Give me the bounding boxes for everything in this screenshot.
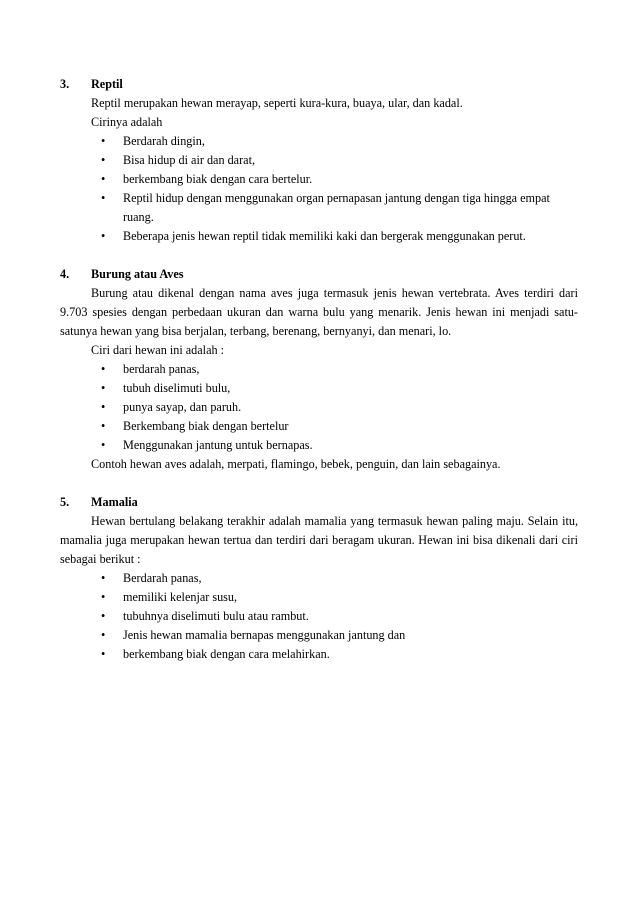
section-paragraph: Hewan bertulang belakang terakhir adalah mamalia yang termasuk hewan paling maju. Selain itu, mamalia juga merupakan hewan tertua dan terdiri dari beragam ukuran. Hewan ini bisa dikenali dari ciri sebagai berikut : (60, 514, 578, 566)
bullet-icon: • (101, 628, 106, 642)
bullet-icon: • (101, 229, 106, 243)
bullet-icon: • (101, 153, 106, 167)
list-item-text: berkembang biak dengan cara melahirkan. (123, 647, 330, 661)
section-reptil (60, 75, 578, 246)
list-item (60, 398, 578, 417)
bullet-icon: • (101, 438, 106, 452)
bullet-icon: • (101, 362, 106, 376)
list-item (60, 360, 578, 379)
bullet-list (60, 132, 578, 246)
list-item-text: Bisa hidup di air dan darat, (123, 153, 255, 167)
bullet-icon: • (101, 571, 106, 585)
bullet-icon: • (101, 647, 106, 661)
bullet-icon: • (101, 609, 106, 623)
list-item (60, 569, 578, 588)
bullet-list (60, 569, 578, 664)
list-item-text: tubuhnya diselimuti bulu atau rambut. (123, 609, 309, 623)
bullet-icon: • (101, 400, 106, 414)
bullet-icon: • (101, 172, 106, 186)
section-number: 4. (60, 267, 70, 281)
section-number: 3. (60, 77, 70, 91)
section-heading (60, 75, 578, 94)
bullet-icon: • (101, 191, 106, 205)
section-paragraph: Burung atau dikenal dengan nama aves juga termasuk jenis hewan vertebrata. Aves terdiri dari 9.703 spesies dengan perbedaan ukuran dan warna bulu yang menarik. Jenis hewan ini menjadi satu-satunya hewan yang bisa berjalan, terbang, berenang, bernyanyi, dan menari, lo. (60, 286, 578, 338)
list-item (60, 626, 578, 645)
section-title: Reptil (91, 77, 123, 91)
document-page (60, 75, 578, 683)
list-item-text: punya sayap, dan paruh. (123, 400, 242, 414)
bullet-icon: • (101, 134, 106, 148)
section-heading (60, 265, 578, 284)
list-item-text: Beberapa jenis hewan reptil tidak memiliki kaki dan bergerak menggunakan perut. (123, 229, 526, 243)
list-item (60, 379, 578, 398)
list-item-text: tubuh diselimuti bulu, (123, 381, 231, 395)
bullet-icon: • (101, 381, 106, 395)
list-item-text: Reptil hidup dengan menggunakan organ pernapasan jantung dengan tiga hingga empat ruang. (123, 191, 550, 224)
section-aves (60, 265, 578, 474)
list-item-text: memiliki kelenjar susu, (123, 590, 238, 604)
list-item-text: berdarah panas, (123, 362, 200, 376)
bullet-icon: • (101, 419, 106, 433)
list-item (60, 227, 578, 246)
list-item-text: Berdarah dingin, (123, 134, 205, 148)
section-title: Burung atau Aves (91, 267, 184, 281)
list-item (60, 170, 578, 189)
list-item (60, 151, 578, 170)
list-item (60, 645, 578, 664)
list-item (60, 436, 578, 455)
list-item (60, 607, 578, 626)
section-lead: Ciri dari hewan ini adalah : (91, 343, 225, 357)
list-item-text: Berkembang biak dengan bertelur (123, 419, 289, 433)
section-heading (60, 493, 578, 512)
list-item-text: Menggunakan jantung untuk bernapas. (123, 438, 313, 452)
section-closing: Contoh hewan aves adalah, merpati, flamingo, bebek, penguin, dan lain sebagainya. (91, 457, 501, 471)
section-mamalia (60, 493, 578, 664)
bullet-list (60, 360, 578, 455)
list-item-text: berkembang biak dengan cara bertelur. (123, 172, 313, 186)
section-title: Mamalia (91, 495, 138, 509)
section-intro: Reptil merupakan hewan merayap, seperti kura-kura, buaya, ular, dan kadal. (91, 96, 463, 110)
list-item (60, 189, 578, 227)
list-item-text: Jenis hewan mamalia bernapas menggunakan jantung dan (123, 628, 406, 642)
section-number: 5. (60, 495, 70, 509)
bullet-icon: • (101, 590, 106, 604)
list-item (60, 417, 578, 436)
list-item (60, 588, 578, 607)
list-item (60, 132, 578, 151)
list-item-text: Berdarah panas, (123, 571, 202, 585)
section-lead: Cirinya adalah (91, 115, 163, 129)
